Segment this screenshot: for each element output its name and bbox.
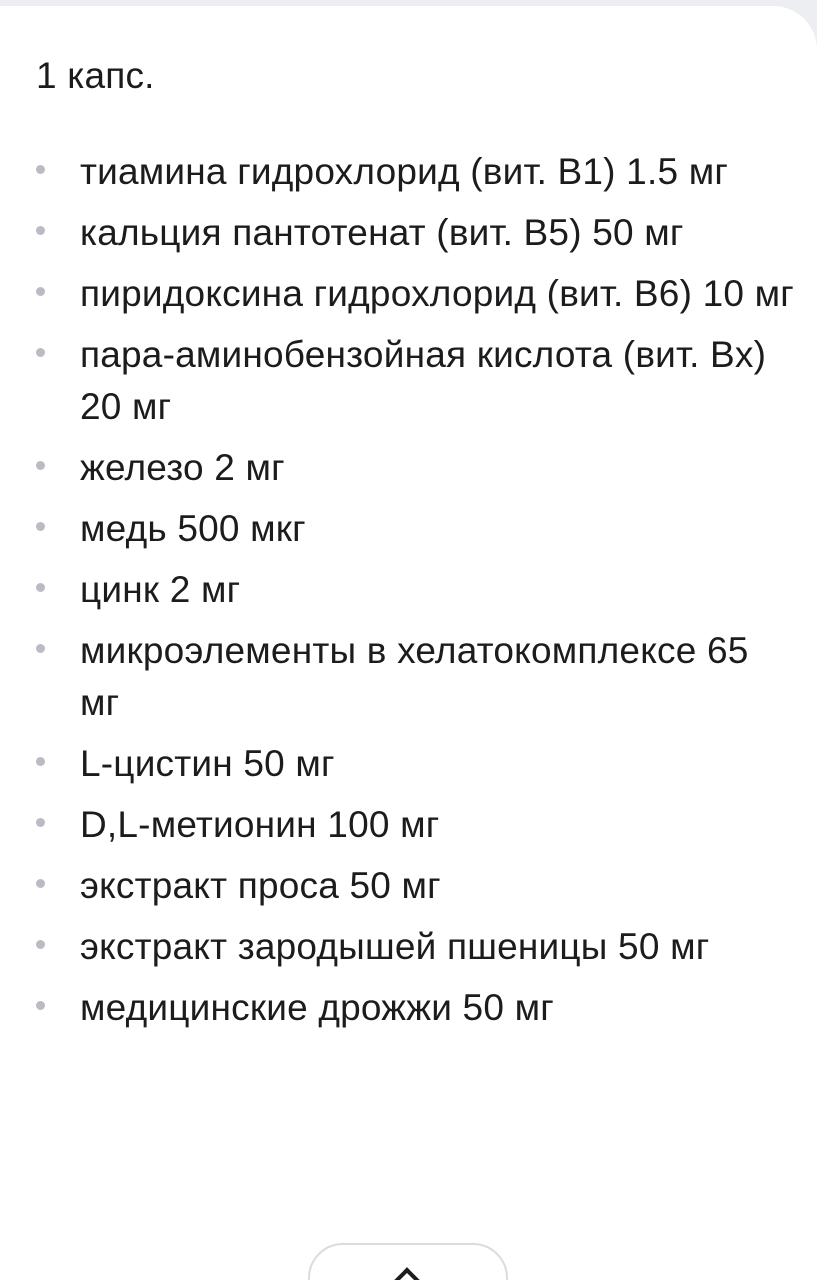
list-item-text: экстракт зародышей пшеницы 50 мг bbox=[80, 926, 710, 967]
bullet-icon bbox=[36, 348, 45, 357]
bullet-icon bbox=[36, 818, 45, 827]
list-item-text: кальция пантотенат (вит. B5) 50 мг bbox=[80, 212, 684, 253]
list-item-text: железо 2 мг bbox=[80, 447, 285, 488]
list-item-text: медь 500 мкг bbox=[80, 508, 306, 549]
bullet-icon bbox=[36, 522, 45, 531]
list-item bbox=[36, 329, 796, 433]
bullet-icon bbox=[36, 644, 45, 653]
list-item-text: экстракт проса 50 мг bbox=[80, 865, 441, 906]
list-item bbox=[36, 503, 796, 555]
dosage-heading: 1 капс. bbox=[36, 55, 155, 96]
list-item bbox=[36, 799, 796, 851]
bullet-icon bbox=[36, 165, 45, 174]
list-item-text: медицинские дрожжи 50 мг bbox=[80, 987, 554, 1028]
list-item bbox=[36, 860, 796, 912]
list-item-text: цинк 2 мг bbox=[80, 569, 241, 610]
list-item bbox=[36, 564, 796, 616]
list-item-text: микроэлементы в хелатокомплексе 65 мг bbox=[80, 630, 749, 723]
bullet-icon bbox=[36, 287, 45, 296]
list-item bbox=[36, 982, 796, 1034]
list-item bbox=[36, 625, 796, 729]
bullet-icon bbox=[36, 879, 45, 888]
chevron-up-icon bbox=[394, 1267, 419, 1280]
bullet-icon bbox=[36, 461, 45, 470]
list-item-text: пиридоксина гидрохлорид (вит. B6) 10 мг bbox=[80, 273, 794, 314]
list-item-text: D,L-метионин 100 мг bbox=[80, 804, 440, 845]
list-item bbox=[36, 268, 796, 320]
composition-list bbox=[36, 146, 796, 1043]
list-item bbox=[36, 146, 796, 198]
collapse-button[interactable] bbox=[308, 1243, 508, 1280]
list-item-text: пара-аминобензойная кислота (вит. Bx) 20 мг bbox=[80, 334, 767, 427]
list-item bbox=[36, 207, 796, 259]
bullet-icon bbox=[36, 940, 45, 949]
bullet-icon bbox=[36, 583, 45, 592]
bullet-icon bbox=[36, 1001, 45, 1010]
list-item-text: L-цистин 50 мг bbox=[80, 743, 335, 784]
bullet-icon bbox=[36, 226, 45, 235]
list-item bbox=[36, 921, 796, 973]
list-item bbox=[36, 738, 796, 790]
list-item-text: тиамина гидрохлорид (вит. B1) 1.5 мг bbox=[80, 151, 729, 192]
content-card bbox=[0, 6, 817, 1280]
bullet-icon bbox=[36, 757, 45, 766]
list-item bbox=[36, 442, 796, 494]
